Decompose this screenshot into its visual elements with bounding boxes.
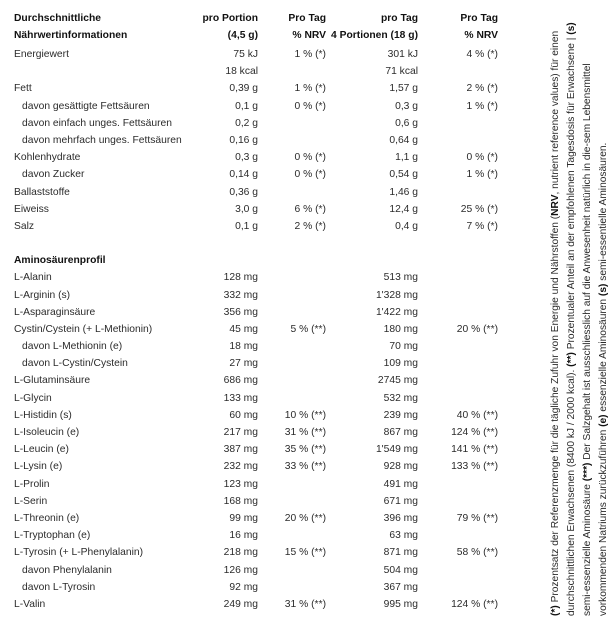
- nrv-day-value: [418, 115, 498, 132]
- nutrient-name: L-Alanin: [14, 272, 52, 284]
- per-day-value: 867 mg: [383, 427, 418, 439]
- nrv-day-value: 58 % (**): [456, 547, 498, 559]
- per-day-value: 1'422 mg: [375, 306, 418, 318]
- nutrient-name: davon L-Cystin/Cystein: [22, 358, 128, 370]
- header-per-day: pro Tag 4 Portionen (18 g): [331, 13, 418, 41]
- amino-section-title: Aminosäurenprofil: [14, 255, 106, 267]
- nrv-portion-value: 33 % (**): [284, 461, 326, 473]
- nrv-portion-value: [258, 286, 326, 303]
- nrv-day-value: 133 % (**): [451, 461, 498, 473]
- nutrient-name: Salz: [14, 220, 35, 232]
- per-day-value: 532 mg: [383, 392, 418, 404]
- nutrient-name: Energiewert: [14, 49, 69, 61]
- nutrient-name: L-Glutaminsäure: [14, 375, 91, 387]
- nrv-portion-value: [258, 269, 326, 286]
- table-row: [14, 424, 498, 441]
- table-row: [14, 561, 498, 578]
- nrv-day-value: [418, 269, 498, 286]
- footnote-text: essenzielle Aminosäuren: [598, 296, 609, 415]
- table-row: [14, 304, 498, 321]
- table-row: [14, 269, 498, 286]
- nrv-day-value: 1 % (*): [466, 169, 498, 181]
- nrv-portion-value: [258, 493, 326, 510]
- nrv-portion-value: [258, 355, 326, 372]
- nrv-portion-value: [258, 184, 326, 201]
- nutrient-name: L-Arginin (s): [14, 289, 71, 301]
- per-day-value: 1,1 g: [395, 152, 418, 164]
- per-portion-value: 218 mg: [223, 547, 258, 559]
- nutrient-name: Cystin/Cystein (+ L-Methionin): [14, 323, 153, 335]
- nrv-portion-value: 5 % (**): [290, 323, 326, 335]
- nrv-day-value: 4 % (*): [466, 49, 498, 61]
- per-portion-value: 0,1 g: [235, 220, 258, 232]
- table-row: [14, 115, 498, 132]
- nrv-portion-value: 35 % (**): [284, 444, 326, 456]
- per-portion-value: 99 mg: [229, 512, 258, 524]
- per-day-value: 1'328 mg: [375, 289, 418, 301]
- per-portion-value: 27 mg: [229, 358, 258, 370]
- per-day-value: 0,64 g: [389, 135, 418, 147]
- nrv-portion-value: [258, 561, 326, 578]
- nrv-day-value: [418, 390, 498, 407]
- per-portion-value: 126 mg: [223, 564, 258, 576]
- nrv-day-value: 0 % (*): [466, 152, 498, 164]
- per-portion-value: 0,1 g: [235, 100, 258, 112]
- nutrient-name: davon gesättigte Fettsäuren: [22, 100, 150, 112]
- nutrient-name: davon mehrfach unges. Fettsäuren: [22, 135, 182, 147]
- footnote-text: Prozentsatz der Referenzmenge für die tägliche Zufuhr von Energie und Nährstoffen (: [550, 215, 561, 606]
- nutrient-name: [14, 63, 192, 80]
- nrv-day-value: 79 % (**): [456, 512, 498, 524]
- per-portion-value: 332 mg: [223, 289, 258, 301]
- nrv-portion-value: 20 % (**): [284, 512, 326, 524]
- nrv-portion-value: [258, 63, 326, 80]
- per-portion-value: 356 mg: [223, 306, 258, 318]
- nutrient-name: Eiweiss: [14, 203, 49, 215]
- per-portion-value: 45 mg: [229, 323, 258, 335]
- per-day-value: 0,3 g: [395, 100, 418, 112]
- nrv-portion-value: [258, 132, 326, 149]
- per-day-value: 0,4 g: [395, 220, 418, 232]
- per-day-value: 396 mg: [383, 512, 418, 524]
- table-row: [14, 458, 498, 475]
- per-portion-value: 0,36 g: [229, 186, 258, 198]
- nrv-portion-value: [258, 372, 326, 389]
- nrv-portion-value: 0 % (*): [294, 169, 326, 181]
- footnote-marker: (e): [598, 414, 609, 427]
- per-portion-value: 92 mg: [229, 581, 258, 593]
- per-portion-value: 60 mg: [229, 409, 258, 421]
- header-nutrient: Durchschnittliche Nährwertinformationen: [14, 13, 128, 41]
- footnote-marker: (**): [566, 352, 577, 367]
- per-day-value: 63 mg: [389, 530, 418, 542]
- per-portion-value: 3,0 g: [235, 203, 258, 215]
- nrv-day-value: [418, 184, 498, 201]
- table-row: [14, 441, 498, 458]
- table-row: [14, 201, 498, 218]
- per-day-value: 513 mg: [383, 272, 418, 284]
- nrv-day-value: [418, 286, 498, 303]
- table-header: [14, 10, 498, 46]
- nutrient-name: L-Asparaginsäure: [14, 306, 96, 318]
- nutrient-name: davon L-Tyrosin: [22, 581, 96, 593]
- table-row: [14, 596, 498, 613]
- footnote-text: Der Salzgehalt ist ausschliesslich auf die Anwesenheit natürlich in die-sem Lebensmittel vorkommenden Natriums zurückzuführen: [582, 63, 609, 616]
- nrv-day-value: [418, 579, 498, 596]
- nrv-day-value: 124 % (**): [451, 427, 498, 439]
- per-day-value: 0,54 g: [389, 169, 418, 181]
- table-row: [14, 321, 498, 338]
- table-row: [14, 184, 498, 201]
- per-day-value: 995 mg: [383, 598, 418, 610]
- nrv-day-value: 40 % (**): [456, 409, 498, 421]
- table-row: [14, 80, 498, 97]
- table-row: [14, 476, 498, 493]
- per-portion-value: 0,3 g: [235, 152, 258, 164]
- table-row: [14, 527, 498, 544]
- footnote-text: Prozentualer Anteil an der empfohlenen Tagesdosis für Erwachsene |: [566, 34, 577, 353]
- nrv-portion-value: 0 % (*): [294, 152, 326, 164]
- per-portion-value: 0,16 g: [229, 135, 258, 147]
- nutrient-name: Kohlenhydrate: [14, 152, 81, 164]
- nrv-day-value: [418, 132, 498, 149]
- per-portion-value: 0,2 g: [235, 117, 258, 129]
- nrv-day-value: 2 % (*): [466, 83, 498, 95]
- table-row: [14, 149, 498, 166]
- table-row: [14, 166, 498, 183]
- nrv-day-value: 124 % (**): [451, 598, 498, 610]
- table-row: [14, 63, 498, 80]
- section-header-row: [14, 252, 498, 269]
- table-row: [14, 132, 498, 149]
- nutrient-name: Ballaststoffe: [14, 186, 70, 198]
- per-day-value: 491 mg: [383, 478, 418, 490]
- nutrient-name: L-Lysin (e): [14, 461, 63, 473]
- nrv-portion-value: 0 % (*): [294, 100, 326, 112]
- per-portion-value: 133 mg: [223, 392, 258, 404]
- nrv-day-value: [418, 372, 498, 389]
- header-nrv-day: Pro Tag % NRV: [460, 13, 498, 41]
- per-day-value: 367 mg: [383, 581, 418, 593]
- per-day-value: 671 mg: [383, 495, 418, 507]
- nrv-portion-value: 1 % (*): [294, 49, 326, 61]
- per-day-value: 109 mg: [383, 358, 418, 370]
- per-day-value: 871 mg: [383, 547, 418, 559]
- footnote-marker: (s): [598, 283, 609, 297]
- per-portion-value: 387 mg: [223, 444, 258, 456]
- nrv-day-value: [418, 493, 498, 510]
- nutrient-name: L-Tyrosin (+ L-Phenylalanin): [14, 547, 144, 559]
- nutrient-name: L-Leucin (e): [14, 444, 69, 456]
- nrv-day-value: [418, 338, 498, 355]
- nutrient-name: L-Valin: [14, 598, 46, 610]
- per-portion-value: 75 kJ: [233, 49, 258, 61]
- nrv-portion-value: 31 % (**): [284, 598, 326, 610]
- table-row: [14, 579, 498, 596]
- nutrient-name: L-Isoleucin (e): [14, 427, 80, 439]
- per-portion-value: 18 kcal: [225, 66, 258, 78]
- per-portion-value: 0,14 g: [229, 169, 258, 181]
- nutrient-name: L-Glycin: [14, 392, 52, 404]
- table-row: [14, 390, 498, 407]
- nutrient-name: L-Serin: [14, 495, 48, 507]
- per-portion-value: 686 mg: [223, 375, 258, 387]
- per-day-value: 70 mg: [389, 341, 418, 353]
- nrv-day-value: [418, 561, 498, 578]
- per-day-value: 2745 mg: [377, 375, 418, 387]
- per-day-value: 1,46 g: [389, 186, 418, 198]
- header-per-portion: pro Portion (4,5 g): [202, 13, 258, 41]
- nrv-portion-value: [258, 304, 326, 321]
- nrv-portion-value: [258, 115, 326, 132]
- per-portion-value: 249 mg: [223, 598, 258, 610]
- nrv-portion-value: [258, 579, 326, 596]
- table-row: [14, 407, 498, 424]
- table-row: [14, 338, 498, 355]
- nrv-day-value: 141 % (**): [451, 444, 498, 456]
- table-row: [14, 286, 498, 303]
- per-day-value: 301 kJ: [387, 49, 418, 61]
- per-portion-value: 18 mg: [229, 341, 258, 353]
- per-day-value: 1'549 mg: [375, 444, 418, 456]
- nutrient-name: davon einfach unges. Fettsäuren: [22, 117, 172, 129]
- per-portion-value: 123 mg: [223, 478, 258, 490]
- per-day-value: 239 mg: [383, 409, 418, 421]
- nrv-portion-value: 10 % (**): [284, 409, 326, 421]
- header-nrv-portion: Pro Tag % NRV: [288, 13, 326, 41]
- nrv-portion-value: [258, 390, 326, 407]
- nrv-day-value: [418, 304, 498, 321]
- footnote-marker: (***): [582, 462, 593, 482]
- footnote-text: semi-essenzielle Aminosäure: [582, 481, 593, 616]
- per-day-value: 928 mg: [383, 461, 418, 473]
- nrv-portion-value: 31 % (**): [284, 427, 326, 439]
- nrv-portion-value: [258, 338, 326, 355]
- table-row: [14, 355, 498, 372]
- nrv-day-value: 20 % (**): [456, 323, 498, 335]
- table-row: [14, 218, 498, 235]
- per-day-value: 1,57 g: [389, 83, 418, 95]
- footnote-text: , nutrient reference values) für einen durchschnittlichen Erwachsenen (8400 kJ / 2000 kcal).: [550, 30, 577, 616]
- footnote-text: semi-essentielle Aminosäuren.: [598, 142, 609, 284]
- footnote-marker: NRV: [550, 194, 561, 216]
- nrv-portion-value: 15 % (**): [284, 547, 326, 559]
- nutrient-name: davon Phenylalanin: [22, 564, 112, 576]
- nutrition-table: [14, 10, 498, 613]
- footnote-marker: (s): [566, 22, 577, 35]
- nutrient-name: L-Histidin (s): [14, 409, 72, 421]
- nrv-day-value: 7 % (*): [466, 220, 498, 232]
- nrv-day-value: [418, 476, 498, 493]
- nrv-day-value: [418, 63, 498, 80]
- nutrient-name: davon Zucker: [22, 169, 85, 181]
- table-row: [14, 544, 498, 561]
- footnote-marker: (*): [550, 605, 561, 616]
- nrv-day-value: [418, 355, 498, 372]
- table-row: [14, 98, 498, 115]
- table-row: [14, 372, 498, 389]
- per-portion-value: 168 mg: [223, 495, 258, 507]
- nrv-portion-value: [258, 527, 326, 544]
- nrv-day-value: 25 % (*): [460, 203, 498, 215]
- nutrient-name: Fett: [14, 83, 32, 95]
- section-spacer: [14, 235, 498, 252]
- nrv-portion-value: [258, 476, 326, 493]
- per-portion-value: 217 mg: [223, 427, 258, 439]
- table-row: [14, 493, 498, 510]
- per-portion-value: 232 mg: [223, 461, 258, 473]
- per-portion-value: 128 mg: [223, 272, 258, 284]
- per-portion-value: 0,39 g: [229, 83, 258, 95]
- nrv-portion-value: 1 % (*): [294, 83, 326, 95]
- table-row: [14, 510, 498, 527]
- per-day-value: 71 kcal: [385, 66, 418, 78]
- nrv-day-value: 1 % (*): [466, 100, 498, 112]
- nutrient-name: davon L-Methionin (e): [22, 341, 123, 353]
- per-day-value: 180 mg: [383, 323, 418, 335]
- nrv-portion-value: 2 % (*): [294, 220, 326, 232]
- table-row: [14, 46, 498, 63]
- nrv-portion-value: 6 % (*): [294, 203, 326, 215]
- nrv-day-value: [418, 527, 498, 544]
- nutrient-name: L-Prolin: [14, 478, 50, 490]
- per-day-value: 12,4 g: [389, 203, 418, 215]
- per-day-value: 504 mg: [383, 564, 418, 576]
- nutrient-name: L-Tryptophan (e): [14, 530, 91, 542]
- per-day-value: 0,6 g: [395, 117, 418, 129]
- nutrient-name: L-Threonin (e): [14, 512, 80, 524]
- footnote: [548, 12, 609, 616]
- per-portion-value: 16 mg: [229, 530, 258, 542]
